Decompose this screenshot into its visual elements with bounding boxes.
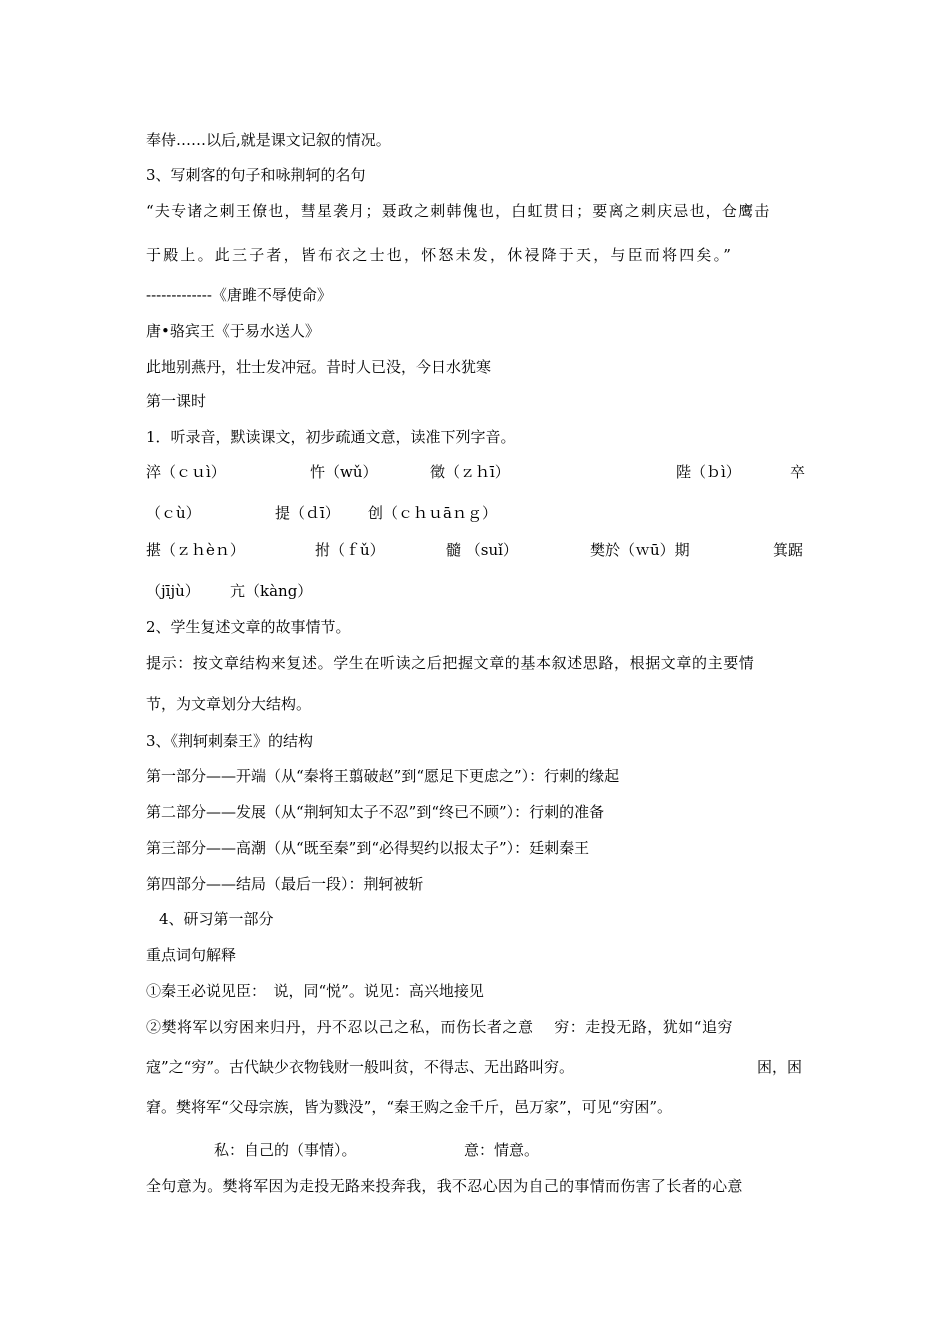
subheading: 重点词句解释 [146,946,237,964]
annotation-item: ②樊将军以穷困来归丹，丹不忍以己之私，而伤长者之意 穷：走投无路，犹如“追穷 [146,1018,733,1036]
section-heading: 2、学生复述文章的故事情节。 [146,618,351,636]
annotation-item: 意：情意。 [464,1141,540,1159]
text-line: 节，为文章划分大结构。 [146,695,312,713]
lesson-heading: 第一课时 [146,392,207,410]
section-heading: 4、研习第一部分 [159,910,274,928]
pinyin-item: 髓 （suǐ） [446,541,518,559]
poem-title: 唐•骆宾王《于易水送人》 [146,322,320,340]
pinyin-item: 提（ｄī） [275,504,340,522]
text-line: 奉侍……以后,就是课文记叙的情况。 [146,131,391,149]
annotation-item: 私：自己的（事情）。 [214,1141,357,1159]
poem-text: 此地别燕丹，壮士发冲冠。昔时人已没，今日水犹寒 [146,358,492,376]
structure-item: 第一部分——开端（从“秦将王翦破赵”到“愿足下更虑之”）：行刺的缘起 [146,767,620,785]
pinyin-item: 箕踞 [773,541,804,559]
pinyin-item: （jījù） [146,582,200,600]
text-line: 全句意为。樊将军因为走投无路来投奔我，我不忍心因为自己的事情而伤害了长者的心意 [146,1177,743,1195]
pinyin-item: 卒 [790,463,806,481]
section-heading: 1．听录音，默读课文，初步疏通文意，读准下列字音。 [146,428,516,446]
annotation-item: ①秦王必说见臣： 说，同“悦”。说见：高兴地接见 [146,982,484,1000]
pinyin-item: 亢（kàng） [230,582,313,600]
pinyin-item: 陛（ｂì） [676,463,741,481]
pinyin-item: 徵（ｚｈī） [430,463,510,481]
pinyin-item: （ｃù） [146,504,201,522]
text-line: 窘。樊将军“父母宗族，皆为戮没”，“秦王购之金千斤，邑万家”，可见“穷困”。 [146,1098,673,1116]
text-line: 困，困 [757,1058,803,1076]
section-heading: 3、《荆轲刺秦王》的结构 [146,732,314,750]
structure-item: 第三部分——高潮（从“既至秦”到“必得契约以报太子”）：廷刺秦王 [146,839,590,857]
text-line: 提示：按文章结构来复述。学生在听读之后把握文章的基本叙述思路，根据文章的主要情 [146,654,755,672]
pinyin-item: 创（ｃｈｕāｎｇ） [368,504,497,522]
text-line: 寇”之“穷”。古代缺少衣物钱财一般叫贫，不得志、无出路叫穷。 [146,1058,575,1076]
pinyin-item: 拊（ｆǔ） [315,541,385,559]
pinyin-item: 忤（wǔ） [310,463,378,481]
quote-line: “夫专诸之刺王僚也，彗星袭月；聂政之刺韩傀也，白虹贯日；要离之刺庆忌也，仓鹰击 [146,202,771,220]
pinyin-item: 樊於（ｗū）期 [590,541,690,559]
section-heading: 3、写刺客的句子和咏荆轲的名句 [146,166,366,184]
quote-line: 于殿上。此三子者，皆布衣之士也，怀怒未发，休祲降于天，与臣而将四矣。” [146,246,734,264]
quote-source: -------------《唐雎不辱使命》 [146,286,332,304]
pinyin-item: 淬（ｃｕì） [146,463,226,481]
structure-item: 第四部分——结局（最后一段）：荆轲被斩 [146,875,424,893]
pinyin-item: 揕（ｚｈèｎ） [146,541,245,559]
structure-item: 第二部分——发展（从“荆轲知太子不忍”到“终已不顾”）：行刺的准备 [146,803,605,821]
